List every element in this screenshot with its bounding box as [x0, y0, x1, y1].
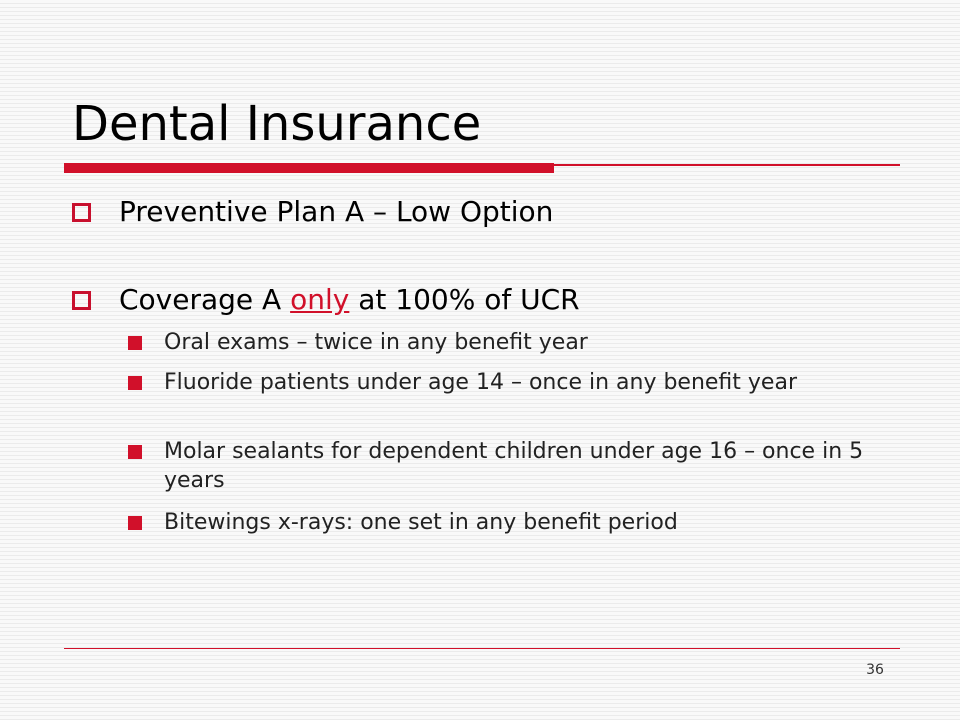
bullet-text	[119, 282, 580, 318]
filled-square-bullet-icon	[128, 445, 142, 459]
sub-bullet-text: Bitewings x-rays: one set in any benefit period	[164, 510, 678, 535]
page-number: 36	[866, 662, 884, 678]
footer-divider	[64, 648, 900, 649]
sub-bullet-text: Molar sealants for dependent children under age 16 – once in 5 years	[164, 439, 864, 493]
sub-bullet-fluoride	[128, 368, 888, 397]
bullet-text-before: Coverage A	[119, 283, 291, 316]
slide-title: Dental Insurance	[72, 96, 482, 152]
sub-bullet-bitewings	[128, 508, 888, 537]
filled-square-bullet-icon	[128, 516, 142, 530]
bullet-text-after: at 100% of UCR	[349, 283, 580, 316]
filled-square-bullet-icon	[128, 336, 142, 350]
sub-bullet-text: Fluoride patients under age 14 – once in any benefit year	[164, 370, 797, 395]
sub-bullet-text: Oral exams – twice in any benefit year	[164, 330, 588, 355]
only-link[interactable]: only	[290, 283, 350, 316]
bullet-text: Preventive Plan A – Low Option	[119, 195, 554, 228]
hollow-square-bullet-icon	[72, 203, 91, 222]
sub-bullet-oral-exams	[128, 328, 888, 357]
filled-square-bullet-icon	[128, 376, 142, 390]
sub-bullet-molar-sealants	[128, 437, 888, 495]
title-underline-thick	[64, 163, 554, 173]
title-underline-thin	[554, 164, 900, 166]
hollow-square-bullet-icon	[72, 291, 91, 310]
